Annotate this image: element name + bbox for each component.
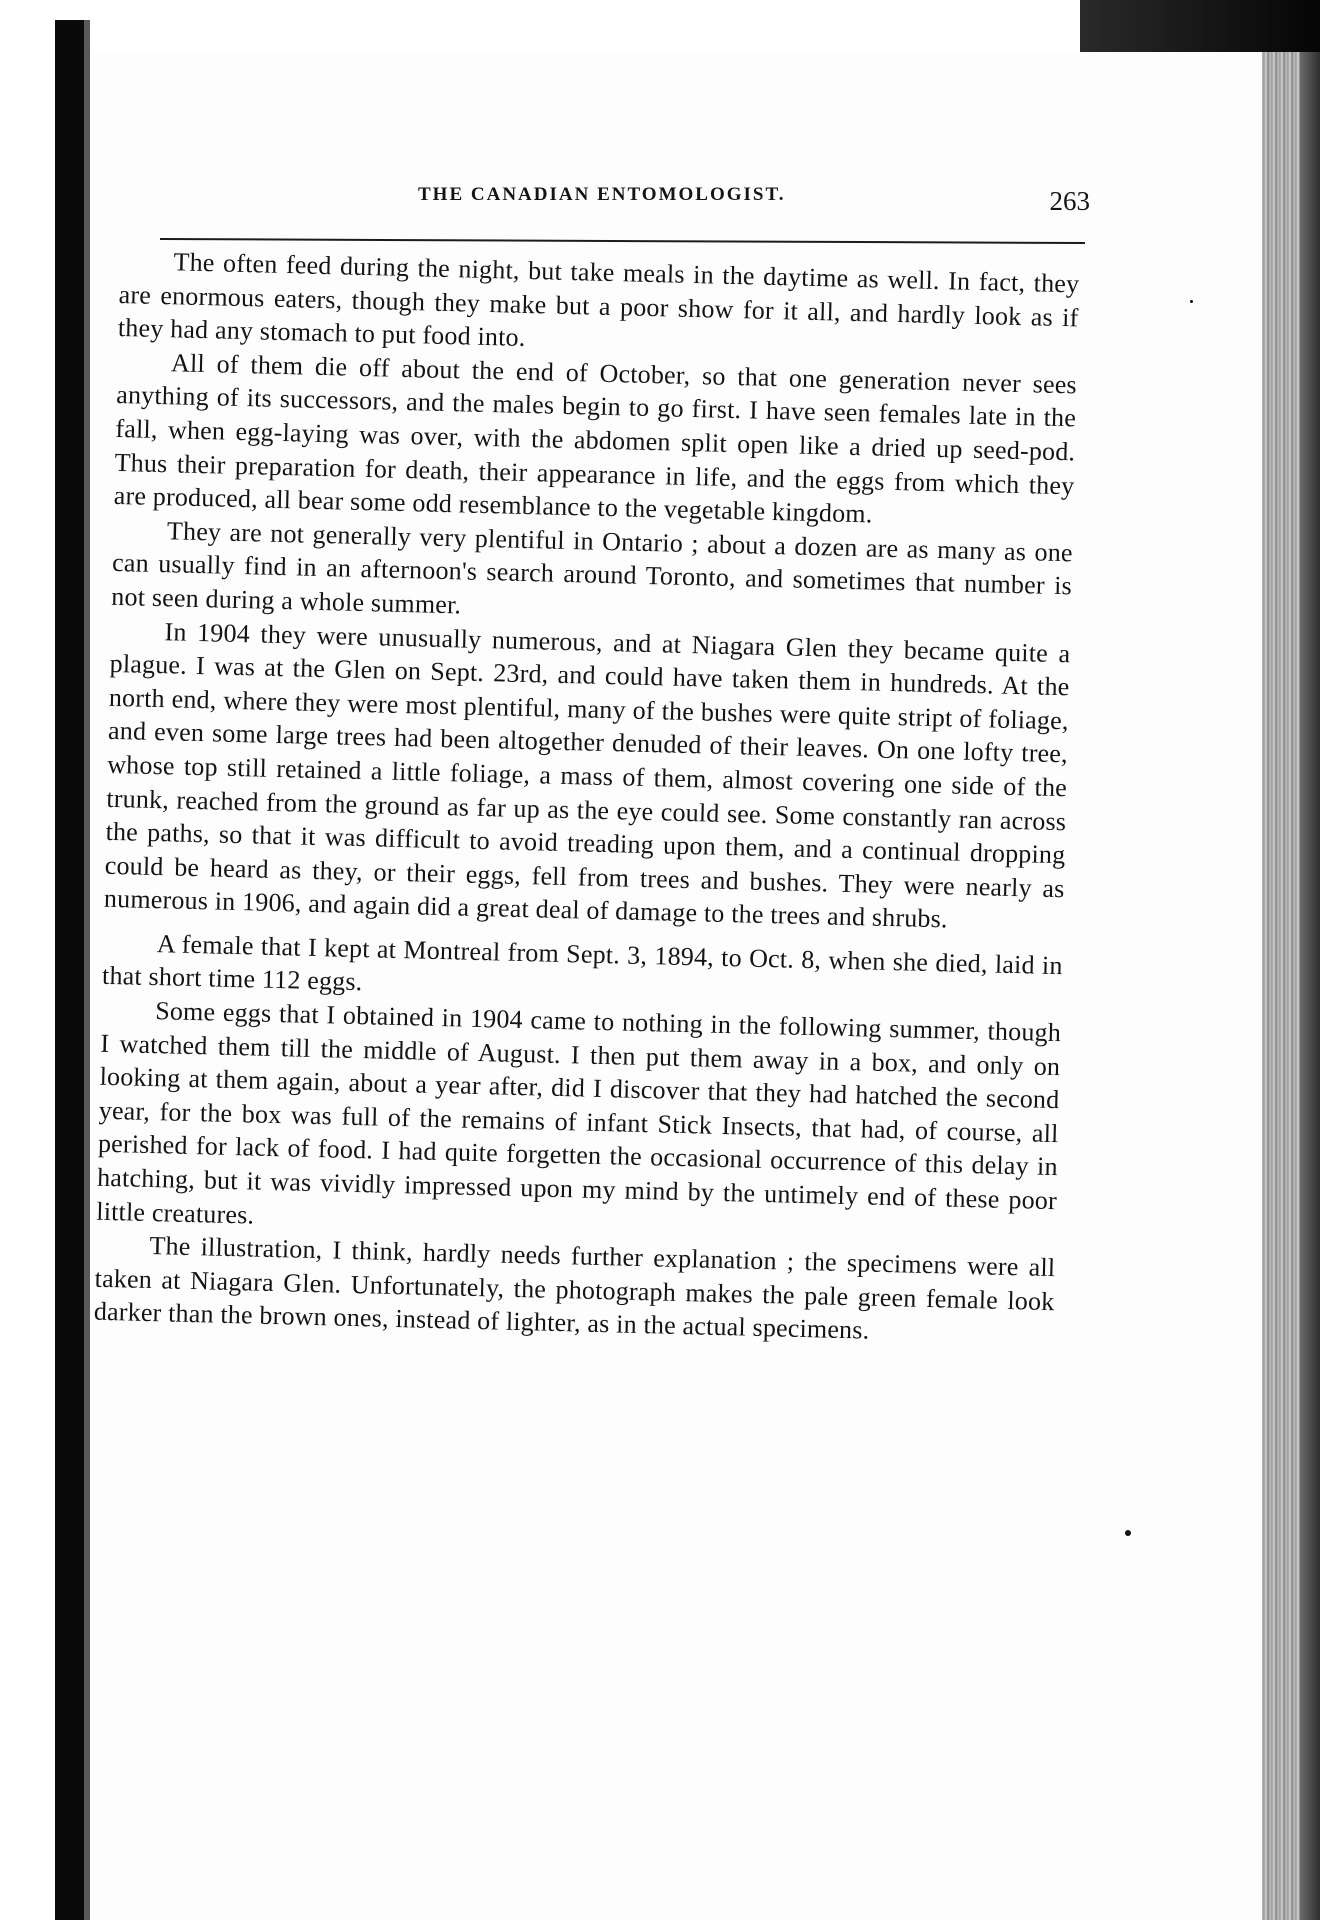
running-title: THE CANADIAN ENTOMOLOGIST. [418,184,786,205]
page-number: 263 [1049,186,1090,216]
print-speck [1125,1530,1131,1536]
page-header [160,184,1090,224]
paragraph: In 1904 they were unusually numerous, and at Niagara Glen they became quite a plague. I was at the Glen on Sept. 23rd, and could have taken them in hundreds. At the north end, where they were most plentiful, many of the bushes were quite stript of foliage, and even some large trees had been altogether denuded of their leaves. On one lofty tree, whose top still retained a little foliage, a mass of them, almost covering one side of the trunk, reached from the ground as far up as the eye could see. Some constantly ran across the paths, so that it was difficult to avoid treading upon them, and a continual dropping could be heard as they, or their eggs, fell from trees and bushes. They were nearly as numerous in 1906, and again did a great deal of damage to the trees and shrubs. [103,616,1071,934]
paragraph: They are not generally very plentiful in Ontario ; about a dozen are as many as one can usually find in an afternoon's search around Toronto, and sometimes that number is not seen during a whole summer. [111,515,1074,620]
paragraph: A female that I kept at Montreal from Sept. 3, 1894, to Oct. 8, when she died, laid in that short time 112 eggs. [101,928,1064,997]
scan-top-shadow [1080,0,1320,58]
body-text [93,244,1079,1352]
paragraph: Some eggs that I obtained in 1904 came to nothing in the following summer, though I watched them till the middle of August. I then put them away in a box, and only on looking at them again, about a year after, did I discover that they had hatched the second year, for the box was full of the remains of infant Stick Insects, that had, of course, all perished for lack of food. I had quite forgetten the occasional occurrence of this delay in hatching, but it was vividly impressed upon my mind by the untimely end of these poor little creatures. [96,996,1062,1230]
print-speck [1190,300,1193,303]
paragraph: All of them die off about the end of October, so that one generation never sees anything of its successors, and the males begin to go first. I have seen females late in the fall, when egg-laying was over, with the abdomen split open like a dried up seed-pod. Thus their preparation for death, their appearance in life, and the eggs from which they are produced, all bear some odd resemblance to the vegetable kingdom. [113,348,1078,529]
book-binding-edge [55,20,87,1920]
paragraph: The illustration, I think, hardly needs further explanation ; the specimens were all taken at Niagara Glen. Unfortunately, the photograph makes the pale green female look darker than the brown ones, instead of lighter, as in the actual specimens. [93,1231,1056,1346]
book-binding-shadow [84,20,90,1920]
page-stack-shadow [1300,52,1320,1920]
paragraph: The often feed during the night, but take meals in the daytime as well. In fact, they are enormous eaters, though they make but a poor show for it all, and hardly look as if they had any stomach to put food into. [117,247,1080,353]
